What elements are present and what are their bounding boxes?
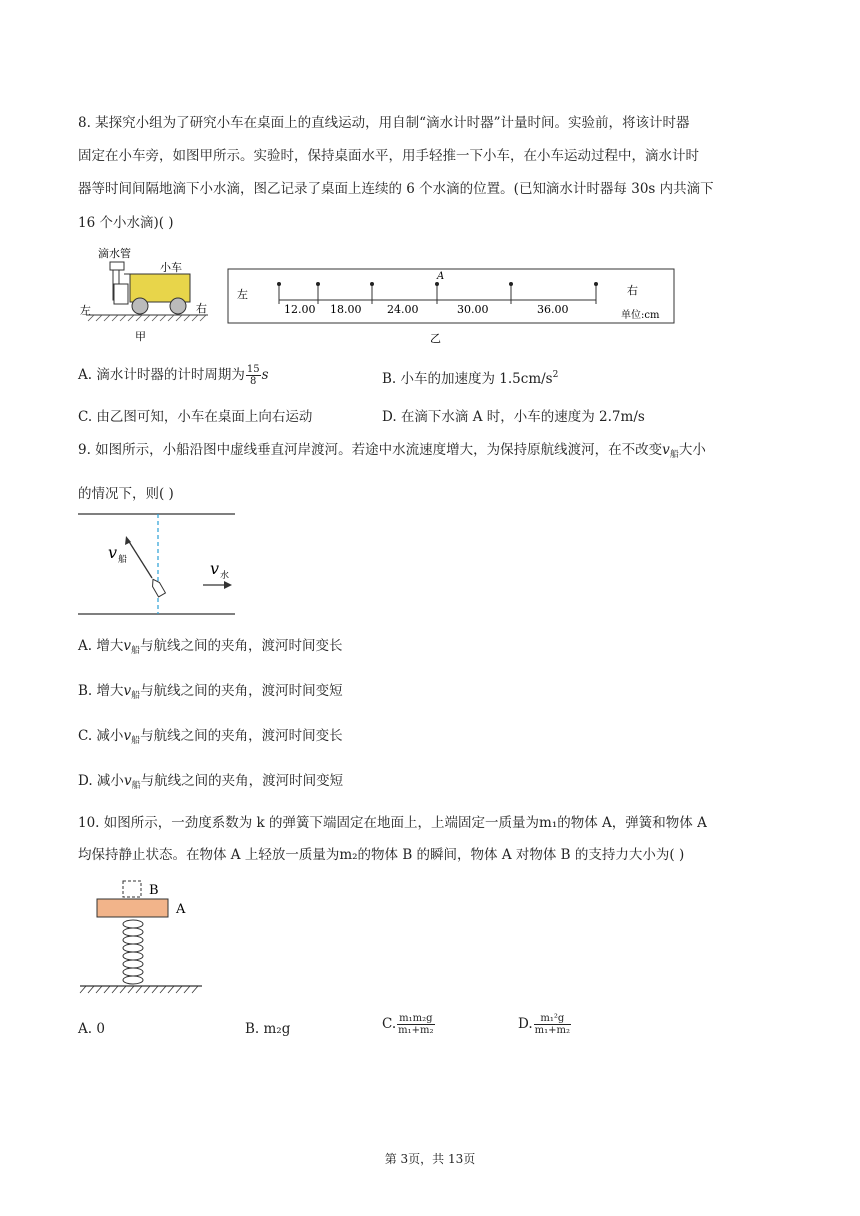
q8-option-d[interactable]: D. 在滴下水滴 A 时，小车的速度为 2.7m/s <box>382 409 645 425</box>
q8-stem-line4: 16 个小水滴)( ) <box>78 215 174 231</box>
q10-option-a[interactable]: A. 0 <box>78 1021 105 1037</box>
label-right: 右 <box>196 302 207 315</box>
q8-stem-line3: 器等时间间隔地滴下小水滴，图乙记录了桌面上连续的 6 个水滴的位置。(已知滴水计时器每 30s 内共滴下 <box>78 181 714 197</box>
block-b-dashed <box>123 881 141 897</box>
figure-boat-river <box>78 508 238 620</box>
q9-option-a[interactable]: A. 增大$v_船$与航线之间的夹角，渡河时间变长 <box>78 638 343 656</box>
block-a <box>97 899 168 917</box>
caption-jia: 甲 <box>135 330 146 343</box>
q10-option-c[interactable]: C. $\frac{\text{m₁m₂g}}{\text{m₁+m₂}}$ <box>382 1013 434 1036</box>
v-water-sub: 水 <box>220 571 230 581</box>
q8-option-a[interactable]: A. 滴水计时器的计时周期为 $\frac{15}{8}$ s <box>78 364 269 387</box>
label-drip-tube: 滴水管 <box>98 247 131 260</box>
q9-stem-line2: 的情况下，则( ) <box>78 486 174 502</box>
q8-option-b[interactable]: B. 小车的加速度为 $1.5cm/s^2$ <box>382 370 559 387</box>
segment-2: 18.00 <box>330 303 362 316</box>
cart-wheel-left <box>132 298 148 314</box>
q8-option-c[interactable]: C. 由乙图可知，小车在桌面上向右运动 <box>78 409 313 425</box>
drop-5 <box>509 282 513 286</box>
q9-option-b[interactable]: B. 增大$v_船$与航线之间的夹角，渡河时间变短 <box>78 683 343 701</box>
drop-3 <box>370 282 374 286</box>
q10-option-b[interactable]: B. m₂g <box>245 1021 291 1037</box>
label-b: B <box>149 883 159 898</box>
q8-stem-line1: 8. 某探究小组为了研究小车在桌面上的直线运动，用自制“滴水计时器”计量时间。实验前，将该计时器 <box>78 115 690 131</box>
figure-jia-cart <box>78 244 218 344</box>
q10-option-d[interactable]: D. $\frac{\text{m₁²g}}{\text{m₁+m₂}}$ <box>518 1013 571 1036</box>
drop-2 <box>316 282 320 286</box>
figure-spring <box>78 876 208 1000</box>
q10-stem-line2: 均保持静止状态。在物体 A 上轻放一质量为m₂的物体 B 的瞬间，物体 A 对物体 B 的支持力大小为( ) <box>78 847 685 863</box>
q8-stem-line2: 固定在小车旁，如图甲所示。实验时，保持桌面水平，用手轻推一下小车，在小车运动过程中，滴水计时 <box>78 148 699 164</box>
caption-yi: 乙 <box>430 332 441 345</box>
v-water-arrowhead <box>224 581 232 589</box>
figure-yi-drops <box>227 264 677 348</box>
drop-6 <box>594 282 598 286</box>
spring <box>123 920 143 984</box>
label-cart: 小车 <box>160 261 182 274</box>
segment-3: 24.00 <box>387 303 419 316</box>
yi-label-right: 右 <box>627 284 638 297</box>
segment-1: 12.00 <box>284 303 316 316</box>
fraction: $\frac{\text{m₁²g}}{\text{m₁+m₂}}$ <box>534 1013 571 1036</box>
cart-wheel-right <box>170 298 186 314</box>
q10-stem-line1: 10. 如图所示，一劲度系数为 k 的弹簧下端固定在地面上，上端固定一质量为m₁的物体 A，弹簧和物体 A <box>78 815 707 831</box>
drop-1 <box>277 282 281 286</box>
v-boat-label: v <box>108 543 118 562</box>
segment-5: 36.00 <box>537 303 569 316</box>
fraction: $\frac{\text{m₁m₂g}}{\text{m₁+m₂}}$ <box>398 1013 434 1036</box>
v-water-label: v <box>210 559 220 578</box>
drip-tube-top <box>110 262 124 270</box>
segment-4: 30.00 <box>457 303 489 316</box>
q9-stem-line1: 9. 如图所示，小船沿图中虚线垂直河岸渡河。若途中水流速度增大，为保持原航线渡河，在不改变$v_船$大小 <box>78 442 706 460</box>
yi-label-a: A <box>437 271 445 282</box>
label-left: 左 <box>80 304 91 317</box>
q9-option-d[interactable]: D. 减小$v_船$与航线之间的夹角，渡河时间变短 <box>78 773 344 791</box>
yi-label-left: 左 <box>237 288 248 301</box>
page-footer: 第 3页，共 13页 <box>384 1152 476 1166</box>
drop-4-a <box>435 282 439 286</box>
v-boat-sub: 船 <box>118 555 128 565</box>
label-a: A <box>176 902 186 917</box>
fraction: $\frac{15}{8}$ <box>246 364 260 387</box>
yi-unit: 单位:cm <box>621 310 660 321</box>
q9-option-c[interactable]: C. 减小$v_船$与航线之间的夹角，渡河时间变长 <box>78 728 343 746</box>
